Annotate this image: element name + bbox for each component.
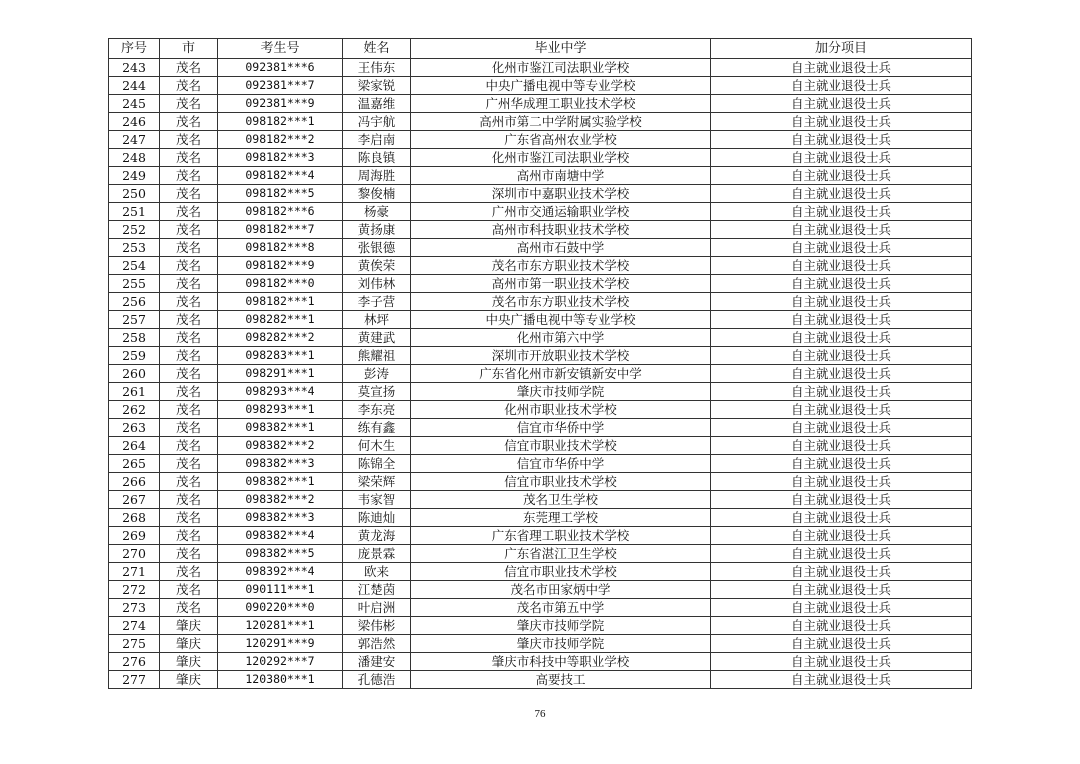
table-row [109,131,972,149]
cell-school: 信宜市华侨中学 [411,419,711,437]
cell-name: 莫宣扬 [343,383,411,401]
cell-serial-no: 256 [109,293,160,311]
cell-city: 茂名 [160,401,218,419]
cell-school: 茂名市田家炳中学 [411,581,711,599]
table-row [109,653,972,671]
cell-serial-no: 250 [109,185,160,203]
header-school: 毕业中学 [411,39,711,59]
cell-serial-no: 264 [109,437,160,455]
cell-serial-no: 265 [109,455,160,473]
cell-bonus-item: 自主就业退役士兵 [711,491,972,509]
cell-name: 江楚茵 [343,581,411,599]
table-row [109,383,972,401]
cell-bonus-item: 自主就业退役士兵 [711,581,972,599]
cell-bonus-item: 自主就业退役士兵 [711,509,972,527]
cell-city: 茂名 [160,311,218,329]
cell-serial-no: 262 [109,401,160,419]
cell-city: 茂名 [160,563,218,581]
table-row [109,257,972,275]
cell-exam-no: 098182***3 [218,149,343,167]
cell-serial-no: 275 [109,635,160,653]
table-row [109,671,972,689]
cell-exam-no: 098392***4 [218,563,343,581]
cell-bonus-item: 自主就业退役士兵 [711,257,972,275]
cell-city: 茂名 [160,257,218,275]
cell-city: 茂名 [160,167,218,185]
cell-bonus-item: 自主就业退役士兵 [711,653,972,671]
cell-city: 茂名 [160,509,218,527]
cell-bonus-item: 自主就业退役士兵 [711,365,972,383]
cell-city: 茂名 [160,365,218,383]
cell-name: 潘建安 [343,653,411,671]
cell-exam-no: 098382***2 [218,491,343,509]
table-header-row [109,39,972,59]
cell-school: 茂名卫生学校 [411,491,711,509]
cell-city: 茂名 [160,545,218,563]
table-row [109,401,972,419]
cell-name: 林坪 [343,311,411,329]
cell-school: 信宜市职业技术学校 [411,563,711,581]
cell-serial-no: 268 [109,509,160,527]
cell-school: 化州市鉴江司法职业学校 [411,149,711,167]
cell-bonus-item: 自主就业退役士兵 [711,59,972,77]
cell-name: 叶启洲 [343,599,411,617]
table-row [109,635,972,653]
cell-name: 刘伟林 [343,275,411,293]
cell-school: 信宜市职业技术学校 [411,437,711,455]
cell-serial-no: 266 [109,473,160,491]
cell-city: 茂名 [160,95,218,113]
cell-serial-no: 245 [109,95,160,113]
cell-serial-no: 244 [109,77,160,95]
cell-school: 中央广播电视中等专业学校 [411,77,711,95]
table-row [109,419,972,437]
cell-name: 陈迪灿 [343,509,411,527]
table-row [109,581,972,599]
cell-name: 王伟东 [343,59,411,77]
table-row [109,455,972,473]
cell-bonus-item: 自主就业退役士兵 [711,473,972,491]
cell-city: 茂名 [160,275,218,293]
cell-exam-no: 092381***9 [218,95,343,113]
cell-school: 肇庆市技师学院 [411,635,711,653]
cell-exam-no: 092381***7 [218,77,343,95]
cell-exam-no: 098382***1 [218,419,343,437]
cell-name: 李子营 [343,293,411,311]
table-row [109,599,972,617]
cell-exam-no: 098382***3 [218,455,343,473]
cell-name: 梁家锐 [343,77,411,95]
cell-name: 黄扬康 [343,221,411,239]
cell-exam-no: 120291***9 [218,635,343,653]
cell-school: 深圳市开放职业技术学校 [411,347,711,365]
cell-name: 冯宇航 [343,113,411,131]
cell-bonus-item: 自主就业退役士兵 [711,347,972,365]
cell-name: 黄龙海 [343,527,411,545]
cell-exam-no: 098382***4 [218,527,343,545]
table-row [109,113,972,131]
cell-bonus-item: 自主就业退役士兵 [711,131,972,149]
cell-serial-no: 253 [109,239,160,257]
cell-school: 广州华成理工职业技术学校 [411,95,711,113]
cell-city: 茂名 [160,59,218,77]
cell-name: 李东亮 [343,401,411,419]
table-row [109,437,972,455]
cell-school: 肇庆市科技中等职业学校 [411,653,711,671]
cell-exam-no: 098182***9 [218,257,343,275]
cell-name: 彭涛 [343,365,411,383]
header-name: 姓名 [343,39,411,59]
cell-exam-no: 098182***7 [218,221,343,239]
table-row [109,545,972,563]
cell-school: 信宜市华侨中学 [411,455,711,473]
cell-city: 茂名 [160,131,218,149]
cell-serial-no: 274 [109,617,160,635]
cell-school: 高州市石鼓中学 [411,239,711,257]
cell-school: 高州市南塘中学 [411,167,711,185]
cell-city: 茂名 [160,293,218,311]
cell-school: 高要技工 [411,671,711,689]
cell-name: 黄建武 [343,329,411,347]
header-serial-no: 序号 [109,39,160,59]
table-row [109,95,972,113]
cell-serial-no: 247 [109,131,160,149]
table-row [109,239,972,257]
cell-bonus-item: 自主就业退役士兵 [711,563,972,581]
cell-bonus-item: 自主就业退役士兵 [711,149,972,167]
table-row [109,167,972,185]
cell-name: 李启南 [343,131,411,149]
cell-school: 高州市第一职业技术学校 [411,275,711,293]
cell-bonus-item: 自主就业退役士兵 [711,113,972,131]
cell-city: 肇庆 [160,671,218,689]
header-exam-no: 考生号 [218,39,343,59]
cell-city: 茂名 [160,77,218,95]
cell-bonus-item: 自主就业退役士兵 [711,401,972,419]
cell-city: 茂名 [160,221,218,239]
cell-exam-no: 098282***1 [218,311,343,329]
cell-city: 茂名 [160,527,218,545]
cell-serial-no: 257 [109,311,160,329]
cell-name: 郭浩然 [343,635,411,653]
table-row [109,329,972,347]
cell-city: 茂名 [160,113,218,131]
table-row [109,275,972,293]
cell-exam-no: 092381***6 [218,59,343,77]
bonus-points-table [108,38,972,689]
cell-serial-no: 261 [109,383,160,401]
cell-school: 广东省湛江卫生学校 [411,545,711,563]
cell-bonus-item: 自主就业退役士兵 [711,275,972,293]
cell-bonus-item: 自主就业退役士兵 [711,203,972,221]
cell-name: 梁荣辉 [343,473,411,491]
cell-serial-no: 277 [109,671,160,689]
table-row [109,293,972,311]
cell-school: 高州市第二中学附属实验学校 [411,113,711,131]
cell-exam-no: 098182***6 [218,203,343,221]
cell-name: 欧来 [343,563,411,581]
cell-name: 练有鑫 [343,419,411,437]
cell-serial-no: 267 [109,491,160,509]
table-row [109,473,972,491]
cell-serial-no: 251 [109,203,160,221]
cell-bonus-item: 自主就业退役士兵 [711,167,972,185]
cell-name: 黎俊楠 [343,185,411,203]
cell-school: 茂名市第五中学 [411,599,711,617]
table-row [109,617,972,635]
cell-bonus-item: 自主就业退役士兵 [711,311,972,329]
cell-exam-no: 098282***2 [218,329,343,347]
cell-bonus-item: 自主就业退役士兵 [711,293,972,311]
cell-serial-no: 273 [109,599,160,617]
cell-bonus-item: 自主就业退役士兵 [711,185,972,203]
cell-city: 茂名 [160,491,218,509]
cell-bonus-item: 自主就业退役士兵 [711,77,972,95]
cell-serial-no: 258 [109,329,160,347]
cell-name: 何木生 [343,437,411,455]
cell-bonus-item: 自主就业退役士兵 [711,383,972,401]
header-bonus-item: 加分项目 [711,39,972,59]
table-row [109,59,972,77]
cell-exam-no: 098182***2 [218,131,343,149]
cell-city: 茂名 [160,419,218,437]
cell-name: 温嘉维 [343,95,411,113]
table-row [109,527,972,545]
cell-school: 东莞理工学校 [411,509,711,527]
cell-name: 孔德浩 [343,671,411,689]
cell-serial-no: 259 [109,347,160,365]
cell-exam-no: 098382***3 [218,509,343,527]
table-row [109,347,972,365]
cell-bonus-item: 自主就业退役士兵 [711,527,972,545]
cell-bonus-item: 自主就业退役士兵 [711,671,972,689]
table-row [109,491,972,509]
cell-city: 肇庆 [160,653,218,671]
cell-serial-no: 248 [109,149,160,167]
table-row [109,365,972,383]
cell-school: 信宜市职业技术学校 [411,473,711,491]
cell-school: 中央广播电视中等专业学校 [411,311,711,329]
cell-bonus-item: 自主就业退役士兵 [711,455,972,473]
cell-name: 张银德 [343,239,411,257]
page-number: 76 [534,708,546,720]
cell-school: 高州市科技职业技术学校 [411,221,711,239]
cell-bonus-item: 自主就业退役士兵 [711,437,972,455]
cell-serial-no: 254 [109,257,160,275]
cell-exam-no: 120380***1 [218,671,343,689]
cell-city: 茂名 [160,473,218,491]
cell-name: 庞景霖 [343,545,411,563]
table-row [109,77,972,95]
table-row [109,149,972,167]
cell-bonus-item: 自主就业退役士兵 [711,599,972,617]
cell-exam-no: 098293***4 [218,383,343,401]
cell-city: 肇庆 [160,617,218,635]
cell-city: 茂名 [160,347,218,365]
cell-exam-no: 090220***0 [218,599,343,617]
cell-serial-no: 243 [109,59,160,77]
cell-school: 广东省高州农业学校 [411,131,711,149]
cell-exam-no: 098291***1 [218,365,343,383]
cell-exam-no: 098382***5 [218,545,343,563]
cell-bonus-item: 自主就业退役士兵 [711,329,972,347]
cell-bonus-item: 自主就业退役士兵 [711,239,972,257]
cell-name: 周海胜 [343,167,411,185]
cell-exam-no: 098182***1 [218,113,343,131]
cell-school: 茂名市东方职业技术学校 [411,293,711,311]
cell-city: 茂名 [160,203,218,221]
cell-serial-no: 270 [109,545,160,563]
cell-serial-no: 271 [109,563,160,581]
cell-exam-no: 098293***1 [218,401,343,419]
cell-serial-no: 246 [109,113,160,131]
cell-school: 化州市第六中学 [411,329,711,347]
header-city: 市 [160,39,218,59]
cell-bonus-item: 自主就业退役士兵 [711,635,972,653]
table-row [109,563,972,581]
cell-city: 茂名 [160,599,218,617]
cell-city: 茂名 [160,383,218,401]
cell-serial-no: 272 [109,581,160,599]
cell-city: 茂名 [160,581,218,599]
cell-name: 陈锦全 [343,455,411,473]
table-row [109,509,972,527]
cell-name: 梁伟彬 [343,617,411,635]
cell-serial-no: 249 [109,167,160,185]
table-row [109,221,972,239]
cell-name: 韦家智 [343,491,411,509]
cell-school: 化州市鉴江司法职业学校 [411,59,711,77]
cell-school: 茂名市东方职业技术学校 [411,257,711,275]
cell-serial-no: 255 [109,275,160,293]
cell-city: 茂名 [160,185,218,203]
cell-exam-no: 120292***7 [218,653,343,671]
cell-bonus-item: 自主就业退役士兵 [711,419,972,437]
cell-school: 广东省理工职业技术学校 [411,527,711,545]
cell-bonus-item: 自主就业退役士兵 [711,617,972,635]
cell-exam-no: 098382***1 [218,473,343,491]
cell-serial-no: 269 [109,527,160,545]
cell-exam-no: 098182***8 [218,239,343,257]
cell-exam-no: 098182***1 [218,293,343,311]
cell-school: 肇庆市技师学院 [411,617,711,635]
cell-exam-no: 098182***4 [218,167,343,185]
cell-city: 茂名 [160,239,218,257]
cell-name: 熊耀祖 [343,347,411,365]
table-row [109,311,972,329]
cell-school: 广州市交通运输职业学校 [411,203,711,221]
table-row [109,203,972,221]
cell-exam-no: 098182***5 [218,185,343,203]
cell-bonus-item: 自主就业退役士兵 [711,545,972,563]
cell-exam-no: 098382***2 [218,437,343,455]
cell-exam-no: 098182***0 [218,275,343,293]
cell-city: 肇庆 [160,635,218,653]
cell-school: 化州市职业技术学校 [411,401,711,419]
cell-exam-no: 090111***1 [218,581,343,599]
cell-bonus-item: 自主就业退役士兵 [711,95,972,113]
cell-bonus-item: 自主就业退役士兵 [711,221,972,239]
cell-city: 茂名 [160,329,218,347]
cell-exam-no: 098283***1 [218,347,343,365]
cell-name: 黄俟荣 [343,257,411,275]
cell-name: 陈良镇 [343,149,411,167]
cell-serial-no: 276 [109,653,160,671]
cell-serial-no: 260 [109,365,160,383]
cell-name: 杨豪 [343,203,411,221]
cell-exam-no: 120281***1 [218,617,343,635]
cell-school: 肇庆市技师学院 [411,383,711,401]
table-row [109,185,972,203]
cell-city: 茂名 [160,455,218,473]
cell-city: 茂名 [160,437,218,455]
cell-serial-no: 252 [109,221,160,239]
cell-school: 深圳市中嘉职业技术学校 [411,185,711,203]
cell-city: 茂名 [160,149,218,167]
cell-school: 广东省化州市新安镇新安中学 [411,365,711,383]
cell-serial-no: 263 [109,419,160,437]
